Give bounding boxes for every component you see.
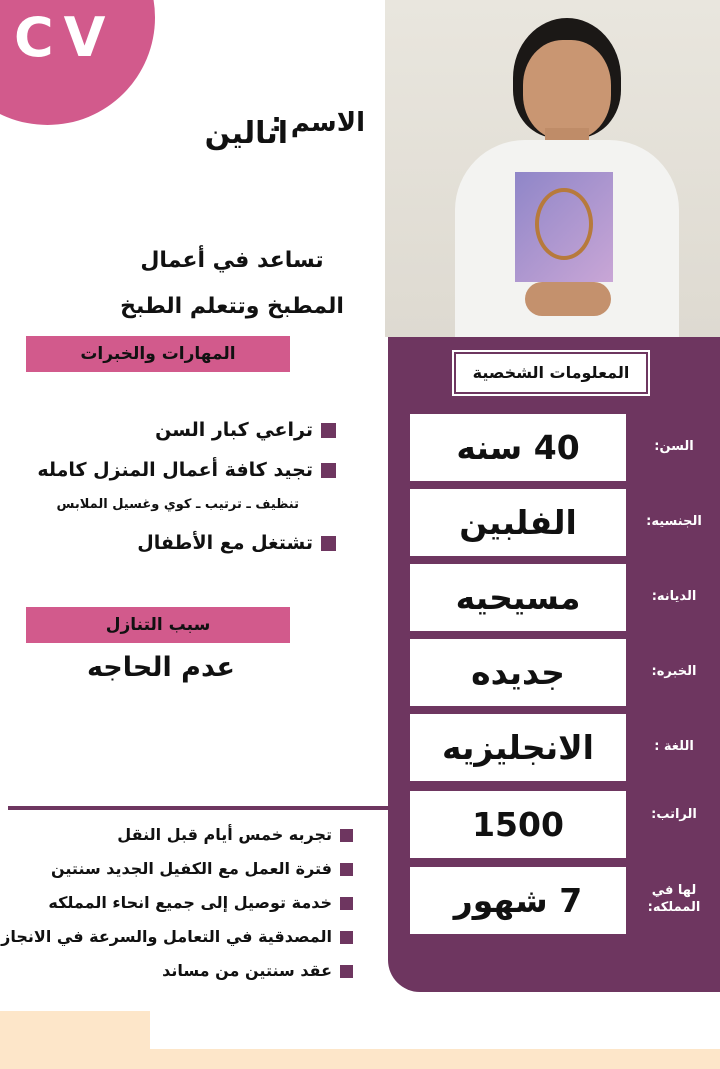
skills-title: المهارات والخبرات	[26, 336, 290, 372]
skill-sub-note: تنظيف ـ ترتيب ـ كوي وغسيل الملابس	[56, 497, 299, 512]
profile-photo	[385, 0, 720, 337]
square-bullet-icon	[340, 931, 353, 944]
square-bullet-icon	[321, 463, 336, 478]
skill-item	[137, 532, 336, 554]
description-line-1: تساعد في أعمال	[140, 248, 324, 273]
skill-text: تجيد كافة أعمال المنزل كامله	[37, 459, 313, 481]
skill-text: تشتغل مع الأطفال	[137, 532, 313, 554]
square-bullet-icon	[340, 829, 353, 842]
photo-face	[523, 40, 611, 140]
cv-badge-text: CV	[14, 6, 116, 69]
note-item	[162, 961, 353, 980]
photo-hands	[525, 282, 611, 316]
religion-label: الديانه:	[651, 589, 697, 604]
square-bullet-icon	[321, 536, 336, 551]
time-in-kingdom-value: 7 شهور	[410, 867, 626, 934]
language-label: اللغة :	[654, 739, 694, 754]
bottom-strip-notch	[150, 1011, 720, 1049]
square-bullet-icon	[340, 897, 353, 910]
experience-label: الخبره:	[651, 664, 697, 679]
reason-title: سبب التنازل	[26, 607, 290, 643]
salary-value: 1500	[410, 791, 626, 858]
section-divider	[8, 806, 398, 810]
reason-value: عدم الحاجه	[86, 652, 235, 683]
note-item	[48, 893, 353, 912]
square-bullet-icon	[340, 863, 353, 876]
name-label: الاسم :	[271, 108, 365, 138]
skill-item	[37, 459, 336, 481]
language-value: الانجليزيه	[410, 714, 626, 781]
personal-info-title: المعلومات الشخصية	[454, 352, 648, 394]
experience-value: جديده	[410, 639, 626, 706]
photo-shirt-logo	[535, 188, 593, 260]
description-line-2: المطبخ وتتعلم الطبخ	[120, 294, 344, 319]
note-text: المصدقية في التعامل والسرعة في الانجاز	[1, 927, 332, 946]
job-description	[82, 238, 382, 330]
age-value: 40 سنه	[410, 414, 626, 481]
note-item	[51, 859, 353, 878]
time-in-kingdom-label: لها في المملكه:	[647, 883, 701, 915]
salary-label: الراتب:	[651, 807, 697, 822]
name-value: انالين	[204, 116, 288, 151]
nationality-label: الجنسيه:	[646, 514, 702, 529]
skill-text: تراعي كبار السن	[155, 419, 313, 441]
square-bullet-icon	[340, 965, 353, 978]
note-item	[1, 927, 353, 946]
religion-value: مسيحيه	[410, 564, 626, 631]
note-text: تجربه خمس أيام قبل النقل	[117, 825, 332, 844]
note-text: فترة العمل مع الكفيل الجديد سنتين	[51, 859, 332, 878]
note-text: خدمة توصيل إلى جميع انحاء المملكه	[48, 893, 332, 912]
note-item	[117, 825, 353, 844]
square-bullet-icon	[321, 423, 336, 438]
note-text: عقد سنتين من مساند	[162, 961, 332, 980]
nationality-value: الفلبين	[410, 489, 626, 556]
skill-item	[155, 419, 336, 441]
age-label: السن:	[654, 439, 694, 454]
